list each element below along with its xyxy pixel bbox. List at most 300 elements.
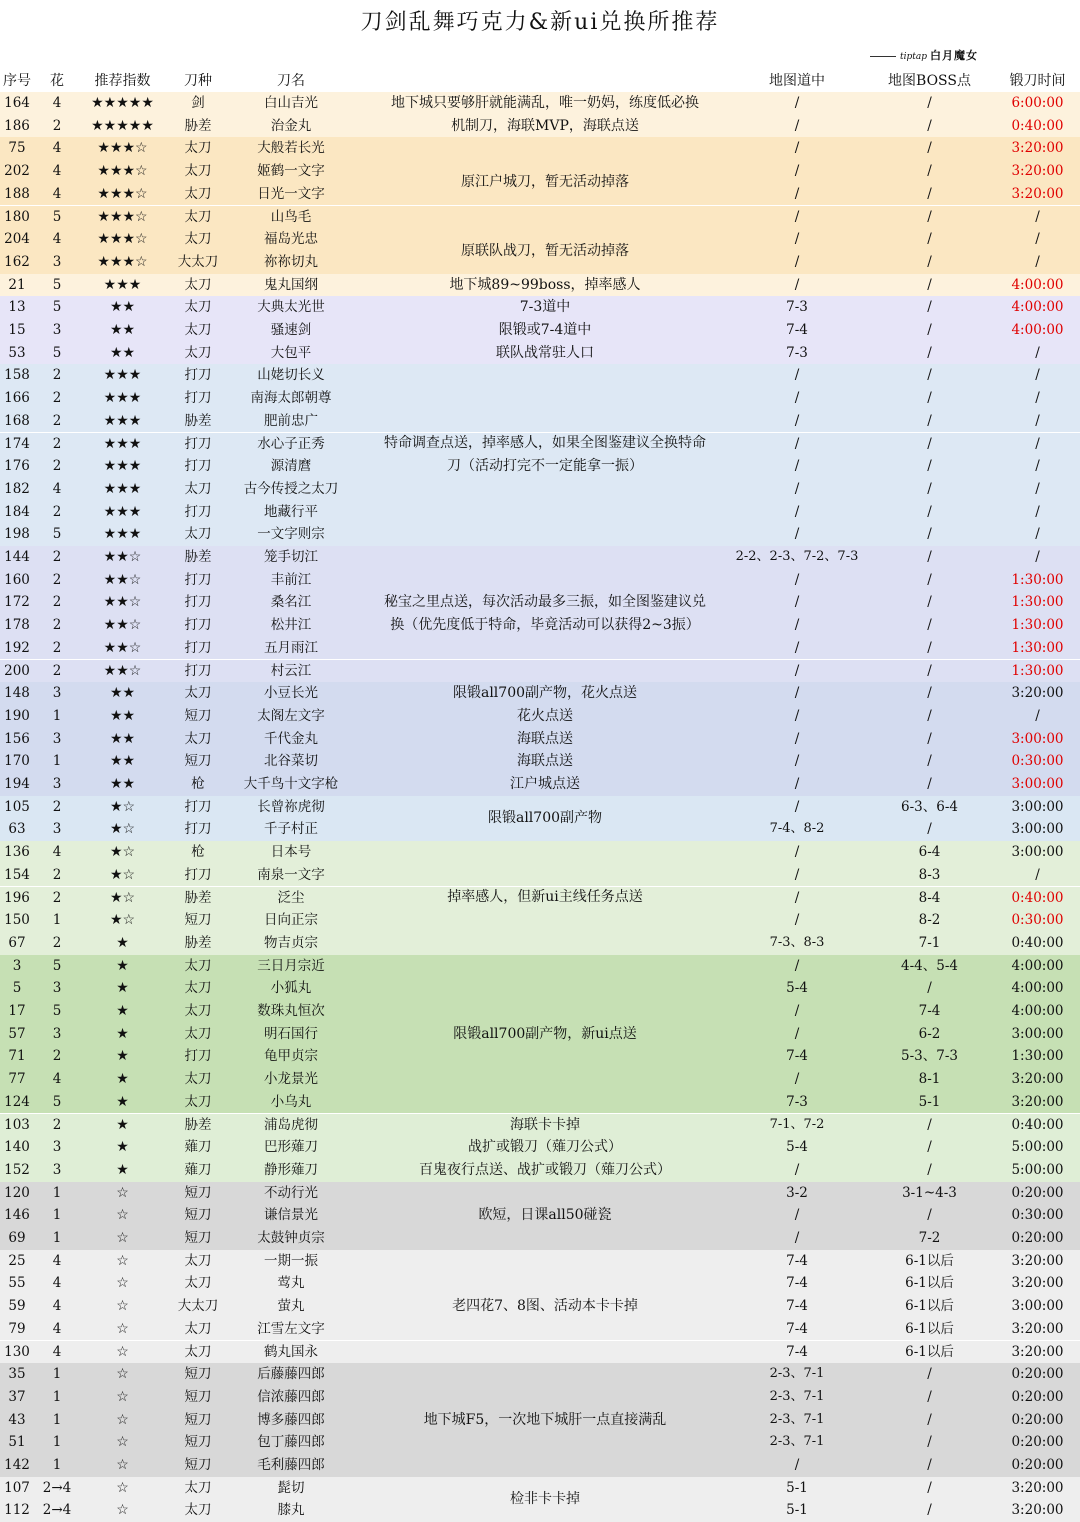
cell-hua: 5: [52, 276, 62, 293]
row-note: [345, 296, 745, 319]
cell-id: 146: [4, 1207, 30, 1224]
cell-stars: ☆: [116, 1184, 129, 1201]
cell-hua: 5: [52, 1003, 62, 1019]
cell-hua: 3: [52, 776, 62, 792]
cell-name: 姬鹤一文字: [257, 163, 325, 180]
cell-map: /: [794, 594, 800, 611]
cell-time: 0:20:00: [1011, 1434, 1064, 1451]
cell-time: /: [1035, 231, 1040, 248]
cell-map: 2-3、7-1: [769, 1434, 825, 1450]
cell-time: /: [1035, 458, 1040, 475]
cell-type: 短刀: [184, 1457, 212, 1473]
cell-boss: /: [927, 617, 932, 634]
cell-hua: 3: [52, 980, 62, 997]
cell-id: 3: [12, 957, 22, 974]
cell-map: /: [794, 1003, 800, 1019]
cell-boss: /: [927, 1388, 932, 1405]
cell-stars: ★: [116, 934, 129, 951]
cell-boss: /: [927, 344, 932, 361]
note-line: 秘宝之里点送，每次活动最多三振，如全图鉴建议兑: [384, 594, 706, 611]
cell-time: 1:30:00: [1011, 1048, 1064, 1065]
cell-stars: ★☆: [109, 912, 136, 929]
row-note: [345, 364, 745, 546]
cell-stars: ★★★★★: [91, 117, 154, 134]
cell-time: 0:40:00: [1011, 117, 1064, 134]
row-note: [345, 955, 745, 1114]
cell-map: /: [794, 776, 800, 792]
cell-name: 巴形薙刀: [264, 1139, 318, 1156]
cell-time: /: [1035, 344, 1040, 361]
header-map: 地图道中: [769, 73, 825, 89]
cell-type: 太刀: [184, 1479, 212, 1496]
cell-boss: /: [927, 1139, 932, 1156]
cell-type: 打刀: [184, 594, 212, 611]
cell-name: 地藏行平: [264, 503, 318, 520]
cell-boss: /: [927, 1207, 932, 1224]
cell-name: 鹤丸国永: [264, 1343, 318, 1360]
cell-type: 薙刀: [184, 1139, 212, 1156]
cell-map: 2-3、7-1: [769, 1366, 825, 1382]
cell-id: 190: [4, 707, 30, 724]
cell-name: 日向正宗: [264, 912, 318, 929]
cell-type: 胁差: [184, 1116, 212, 1133]
cell-boss: /: [927, 571, 932, 588]
cell-boss: /: [927, 1161, 932, 1178]
cell-time: 3:20:00: [1011, 1320, 1064, 1337]
cell-boss: /: [927, 526, 932, 543]
cell-hua: 3: [52, 1161, 62, 1178]
cell-time: 5:00:00: [1011, 1161, 1064, 1178]
cell-map: 2-3、7-1: [769, 1388, 825, 1404]
cell-map: 5-4: [786, 980, 808, 997]
cell-name: 治金丸: [270, 117, 312, 134]
cell-type: 短刀: [184, 1411, 212, 1428]
cell-hua: 2: [52, 617, 62, 634]
author-credit: [870, 46, 1075, 66]
cell-hua: 2: [52, 390, 62, 407]
cell-id: 160: [4, 571, 30, 588]
cell-id: 180: [4, 208, 30, 225]
cell-hua: 2: [52, 798, 62, 815]
cell-stars: ★★: [109, 753, 136, 770]
cell-id: 124: [4, 1093, 30, 1110]
note-line: 7-3道中: [519, 299, 571, 316]
cell-map: 7-4: [786, 1320, 808, 1337]
cell-time: 0:20:00: [1011, 1184, 1064, 1201]
cell-boss: /: [927, 208, 932, 225]
cell-name: 源清麿: [270, 458, 312, 475]
header-name: 刀名: [277, 73, 305, 89]
cell-boss: /: [927, 299, 932, 316]
cell-type: 大太刀: [177, 253, 219, 270]
cell-name: 大典太光世: [257, 299, 325, 316]
cell-stars: ★★★☆: [97, 140, 148, 157]
cell-map: 2-2、2-3、7-2、7-3: [735, 549, 859, 564]
cell-boss: 6-1以后: [905, 1298, 954, 1315]
cell-map: 5-4: [786, 1139, 808, 1156]
cell-time: 1:30:00: [1011, 594, 1064, 611]
cell-stars: ★★☆: [103, 594, 142, 611]
cell-id: 172: [4, 594, 30, 611]
cell-stars: ★★: [109, 322, 136, 338]
note-line: 换（优先度低于特命，毕竟活动可以获得2~3振）: [390, 617, 700, 634]
cell-map: /: [794, 231, 800, 248]
cell-type: 打刀: [184, 571, 212, 588]
cell-id: 158: [4, 367, 30, 384]
cell-time: 0:30:00: [1011, 753, 1064, 770]
cell-hua: 2: [52, 435, 62, 452]
cell-map: /: [794, 798, 800, 815]
author-name: 白月魔女: [930, 49, 978, 62]
cell-time: /: [1035, 253, 1040, 270]
cell-map: /: [794, 117, 800, 134]
row-note: [345, 750, 745, 773]
cell-boss: /: [927, 231, 932, 248]
cell-type: 太刀: [184, 980, 212, 997]
note-line: 特命调查点送，掉率感人，如果全图鉴建议全换特命: [384, 435, 706, 452]
cell-time: 4:00:00: [1011, 276, 1064, 293]
cell-time: 0:20:00: [1011, 1388, 1064, 1405]
cell-stars: ★★☆: [103, 549, 142, 565]
cell-id: 107: [4, 1479, 30, 1496]
cell-hua: 2: [52, 458, 62, 475]
cell-map: 7-4、8-2: [769, 821, 825, 837]
cell-stars: ☆: [116, 1502, 129, 1519]
cell-map: /: [794, 1071, 800, 1088]
cell-name: 古今传授之太刀: [243, 480, 339, 497]
cell-type: 太刀: [184, 163, 212, 180]
cell-type: 太刀: [184, 208, 212, 225]
cell-map: /: [794, 1025, 800, 1042]
cell-map: /: [794, 208, 800, 225]
cell-id: 152: [4, 1161, 30, 1178]
cell-id: 184: [4, 503, 30, 520]
cell-hua: 1: [52, 753, 62, 770]
cell-type: 打刀: [184, 798, 212, 815]
cell-boss: 5-3、7-3: [901, 1048, 958, 1065]
cell-map: /: [794, 571, 800, 588]
cell-id: 162: [4, 253, 30, 270]
cell-boss: /: [927, 662, 932, 679]
cell-hua: 4: [52, 1343, 62, 1360]
cell-hua: 2: [52, 117, 62, 134]
row-note: [345, 1477, 745, 1522]
cell-id: 67: [8, 934, 26, 951]
header-hua: 花: [50, 73, 64, 89]
cell-type: 枪: [191, 776, 205, 792]
cell-boss: /: [927, 594, 932, 611]
cell-time: 5:00:00: [1011, 1139, 1064, 1156]
cell-type: 打刀: [184, 617, 212, 634]
cell-map: /: [794, 617, 800, 634]
cell-hua: 4: [52, 185, 62, 202]
cell-type: 打刀: [184, 1048, 212, 1065]
cell-hua: 4: [52, 140, 62, 157]
cell-time: 3:00:00: [1011, 844, 1064, 861]
cell-type: 剑: [191, 95, 205, 111]
cell-stars: ★★: [109, 685, 136, 702]
cell-hua: 3: [52, 685, 62, 702]
cell-stars: ★★★: [103, 412, 142, 429]
cell-id: 130: [4, 1343, 30, 1360]
cell-name: 水心子正秀: [257, 435, 325, 452]
cell-name: 髭切: [277, 1479, 305, 1496]
cell-map: /: [794, 912, 800, 929]
cell-time: 0:20:00: [1011, 1366, 1064, 1383]
cell-id: 142: [4, 1457, 30, 1473]
cell-name: 大千鸟十文字枪: [243, 776, 339, 792]
cell-boss: /: [927, 685, 932, 702]
cell-boss: /: [927, 1457, 932, 1473]
cell-type: 太刀: [184, 299, 212, 316]
page-title: 刀剑乱舞巧克力&新ui兑换所推荐: [360, 10, 720, 35]
cell-id: 204: [4, 231, 30, 248]
cell-stars: ★★★☆: [97, 231, 148, 248]
cell-id: 105: [4, 798, 30, 815]
cell-id: 166: [4, 390, 30, 407]
row-note: [345, 1250, 745, 1364]
cell-hua: 2→4: [42, 1479, 72, 1496]
cell-name: 浦岛虎彻: [264, 1116, 318, 1133]
cell-type: 短刀: [184, 753, 212, 770]
cell-boss: /: [927, 821, 932, 838]
cell-type: 胁差: [184, 412, 212, 429]
cell-name: 村云江: [270, 662, 312, 679]
cell-map: /: [794, 639, 800, 656]
cell-hua: 5: [52, 957, 62, 974]
cell-type: 太刀: [184, 344, 212, 361]
cell-boss: /: [927, 140, 932, 157]
cell-boss: /: [927, 390, 932, 407]
cell-id: 136: [4, 844, 30, 861]
cell-id: 176: [4, 458, 30, 475]
cell-boss: /: [927, 753, 932, 770]
row-note: [345, 1363, 745, 1477]
cell-boss: /: [927, 1116, 932, 1133]
cell-map: /: [794, 957, 800, 974]
cell-name: 包丁藤四郎: [257, 1434, 325, 1451]
cell-name: 日本号: [270, 844, 312, 861]
cell-time: 4:00:00: [1011, 980, 1064, 997]
cell-time: /: [1035, 549, 1040, 565]
note-line: 地下城89~99boss，掉率感人: [449, 276, 641, 293]
cell-stars: ★★★☆: [97, 185, 148, 202]
cell-stars: ★★★: [103, 435, 142, 452]
note-line: 刀（活动打完不一定能拿一振）: [447, 458, 643, 475]
cell-stars: ★★★☆: [97, 253, 148, 270]
cell-time: 1:30:00: [1011, 639, 1064, 656]
cell-id: 69: [8, 1230, 26, 1246]
note-line: 地下城只要够肝就能满乱，唯一奶妈，练度低必换: [391, 95, 699, 111]
cell-hua: 5: [52, 299, 62, 316]
cell-type: 太刀: [184, 730, 212, 747]
cell-hua: 2: [52, 549, 62, 565]
cell-stars: ★★: [109, 730, 136, 747]
note-line: 联队战常驻人口: [496, 344, 594, 361]
cell-hua: 2: [52, 571, 62, 588]
cell-type: 打刀: [184, 662, 212, 679]
cell-time: /: [1035, 367, 1040, 384]
cell-boss: /: [927, 412, 932, 429]
row-note: [345, 342, 745, 365]
cell-boss: /: [927, 730, 932, 747]
cell-hua: 1: [52, 1434, 62, 1451]
cell-hua: 4: [52, 163, 62, 180]
cell-name: 南泉一文字: [257, 866, 325, 883]
cell-id: 21: [8, 276, 26, 293]
cell-stars: ★★★★★: [91, 95, 154, 111]
cell-time: 3:20:00: [1011, 1252, 1064, 1269]
cell-time: /: [1035, 526, 1040, 543]
cell-time: /: [1035, 435, 1040, 452]
row-note: [345, 728, 745, 751]
cell-time: 0:40:00: [1011, 1116, 1064, 1133]
cell-stars: ★☆: [109, 798, 136, 815]
cell-time: /: [1035, 503, 1040, 520]
cell-type: 胁差: [184, 117, 212, 134]
cell-time: 3:00:00: [1011, 776, 1064, 792]
cell-stars: ★: [116, 1161, 129, 1178]
cell-type: 大太刀: [177, 1298, 219, 1315]
cell-id: 200: [4, 662, 30, 679]
cell-stars: ★★: [109, 707, 136, 724]
cell-stars: ☆: [116, 1230, 129, 1246]
cell-time: 3:20:00: [1011, 163, 1064, 180]
cell-map: 7-4: [786, 1252, 808, 1269]
cell-stars: ★★: [109, 344, 136, 361]
cell-name: 松井江: [270, 617, 312, 634]
cell-hua: 4: [52, 1320, 62, 1337]
cell-name: 笼手切江: [264, 549, 318, 565]
cell-type: 太刀: [184, 957, 212, 974]
cell-hua: 2: [52, 889, 62, 906]
cell-hua: 1: [52, 1388, 62, 1405]
cell-map: /: [794, 685, 800, 702]
cell-type: 太刀: [184, 1502, 212, 1519]
cell-id: 25: [8, 1252, 26, 1269]
cell-hua: 4: [52, 1252, 62, 1269]
cell-boss: 3-1~4-3: [902, 1184, 957, 1201]
cell-name: 毛利藤四郎: [257, 1457, 325, 1473]
cell-id: 5: [12, 980, 22, 997]
cell-name: 谦信景光: [264, 1207, 318, 1224]
cell-stars: ★☆: [109, 866, 136, 883]
cell-name: 萤丸: [277, 1298, 305, 1315]
cell-map: /: [794, 1161, 800, 1178]
cell-boss: /: [927, 549, 932, 565]
cell-boss: 6-3、6-4: [901, 798, 958, 815]
cell-hua: 3: [52, 1025, 62, 1042]
cell-id: 51: [8, 1434, 26, 1451]
cell-boss: 8-2: [918, 912, 941, 929]
cell-name: 小狐丸: [270, 980, 312, 997]
row-note: [345, 682, 745, 705]
cell-name: 静形薙刀: [264, 1161, 318, 1178]
cell-map: 7-4: [786, 1048, 808, 1065]
cell-hua: 1: [52, 1230, 62, 1246]
row-note: [345, 546, 745, 682]
cell-map: 7-4: [786, 1298, 808, 1315]
cell-map: /: [794, 480, 800, 497]
cell-name: 五月雨江: [264, 639, 318, 656]
cell-id: 202: [4, 163, 30, 180]
cell-stars: ☆: [116, 1343, 129, 1360]
note-line: 检非卡卡掉: [510, 1491, 580, 1508]
cell-time: 0:20:00: [1011, 1457, 1064, 1473]
cell-hua: 4: [52, 844, 62, 861]
cell-type: 打刀: [184, 367, 212, 384]
cell-hua: 3: [52, 253, 62, 270]
cell-type: 打刀: [184, 458, 212, 475]
cell-hua: 3: [52, 322, 62, 338]
cell-boss: 7-1: [918, 934, 941, 951]
cell-id: 59: [8, 1298, 26, 1315]
cell-id: 71: [8, 1048, 26, 1065]
cell-hua: 1: [52, 707, 62, 724]
cell-hua: 4: [52, 480, 62, 497]
cell-type: 胁差: [184, 934, 212, 951]
cell-name: 三日月宗近: [257, 957, 325, 974]
cell-time: /: [1035, 390, 1040, 407]
cell-map: 7-3: [786, 299, 808, 316]
cell-map: 5-1: [786, 1479, 808, 1496]
cell-map: /: [794, 503, 800, 520]
cell-type: 短刀: [184, 1434, 212, 1451]
cell-hua: 4: [52, 1298, 62, 1315]
cell-type: 太刀: [184, 1025, 212, 1042]
cell-time: /: [1035, 480, 1040, 497]
cell-name: 明石国行: [264, 1025, 318, 1042]
cell-stars: ★★: [109, 776, 136, 792]
cell-time: 3:20:00: [1011, 1343, 1064, 1360]
cell-stars: ☆: [116, 1434, 129, 1451]
cell-time: 4:00:00: [1011, 299, 1064, 316]
cell-id: 75: [8, 140, 26, 157]
cell-boss: /: [927, 1366, 932, 1383]
note-line: 原江户城刀，暂无活动掉落: [461, 174, 629, 191]
cell-hua: 2: [52, 412, 62, 429]
cell-stars: ★★☆: [103, 639, 142, 656]
cell-name: 泛尘: [277, 889, 305, 906]
cell-hua: 1: [52, 1184, 62, 1201]
cell-boss: /: [927, 95, 932, 111]
cell-name: 大般若长光: [257, 140, 325, 157]
cell-id: 144: [4, 549, 30, 565]
cell-stars: ★: [116, 1139, 129, 1156]
cell-hua: 1: [52, 912, 62, 929]
cell-id: 168: [4, 412, 30, 429]
note-line: 江户城点送: [510, 776, 580, 792]
cell-type: 打刀: [184, 821, 212, 838]
cell-type: 薙刀: [184, 1161, 212, 1178]
cell-name: 千代金丸: [264, 730, 318, 747]
row-note: [345, 137, 745, 228]
cell-type: 短刀: [184, 1230, 212, 1246]
cell-boss: /: [927, 367, 932, 384]
cell-time: /: [1035, 208, 1040, 225]
row-note: [345, 773, 745, 796]
cell-name: 江雪左文字: [257, 1320, 325, 1337]
cell-time: 0:40:00: [1011, 889, 1064, 906]
cell-type: 太刀: [184, 322, 212, 338]
cell-id: 37: [8, 1388, 26, 1405]
cell-stars: ☆: [116, 1411, 129, 1428]
cell-name: 日光一文字: [257, 185, 325, 202]
cell-stars: ★★☆: [103, 571, 142, 588]
row-note: [345, 228, 745, 273]
cell-boss: /: [927, 253, 932, 270]
cell-time: 3:20:00: [1011, 140, 1064, 157]
